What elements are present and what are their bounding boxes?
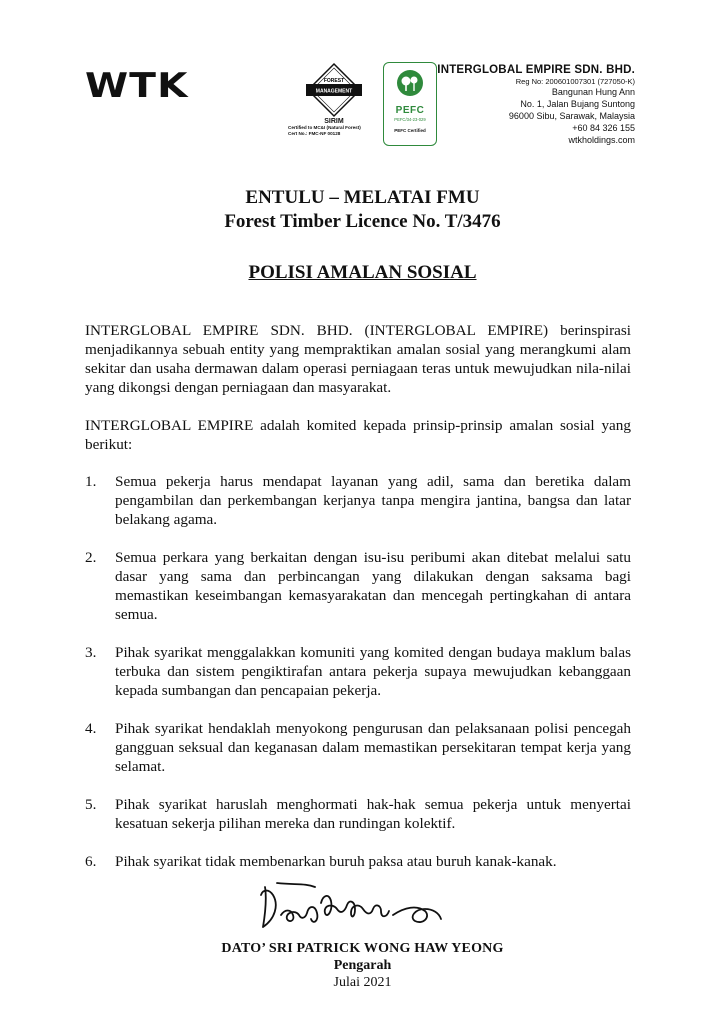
clause-item xyxy=(85,643,631,700)
clause-number: 1. xyxy=(85,473,97,490)
signoff-block xyxy=(0,940,725,991)
clause-text: Semua perkara yang berkaitan dengan isu-isu peribumi akan ditebat melalui satu dasar yang sama dan perbincangan yang dilakukan dengan saksama bagi memastikan keseimbangan kemasyarakatan dan mencegah pertingkahan di antara semua. xyxy=(115,549,631,623)
sirim-label: SIRIM xyxy=(324,118,344,125)
title-line1: ENTULU – MELATAI FMU xyxy=(245,187,480,208)
address-line: No. 1, Jalan Bujang Suntong xyxy=(520,99,635,109)
company-phone: +60 84 326 155 xyxy=(572,123,635,133)
handwritten-signature-icon xyxy=(255,875,455,940)
clause-text: Pihak syarikat hendaklah menyokong pengurusan dan pelaksanaan polisi pencegah gangguan seksual dan keganasan dalam memastikan persekitaran tempat kerja yang selamat. xyxy=(115,720,631,775)
pefc-certified-label: PEFC Certified xyxy=(394,128,426,133)
clause-number: 3. xyxy=(85,644,97,661)
company-name: INTERGLOBAL EMPIRE SDN. BHD. xyxy=(437,64,635,76)
signer-name: DATO’ SRI PATRICK WONG HAW YEONG xyxy=(221,941,504,956)
policy-body xyxy=(85,321,631,890)
pefc-code: PEFC/34-23-029 xyxy=(394,117,426,122)
forest-cert-line1: Certified to MC&I (Natural Forest) xyxy=(288,125,361,130)
company-details xyxy=(437,64,635,146)
clause-item xyxy=(85,719,631,776)
clause-item xyxy=(85,795,631,833)
forest-management-badge-icon xyxy=(288,62,380,120)
address-line: Bangunan Hung Ann xyxy=(551,87,635,97)
document-title xyxy=(0,186,725,234)
clause-number: 4. xyxy=(85,720,97,737)
pefc-name: PEFC xyxy=(395,105,425,116)
policy-title: POLISI AMALAN SOSIAL xyxy=(248,262,477,283)
clause-text: Pihak syarikat tidak membenarkan buruh paksa atau buruh kanak-kanak. xyxy=(115,853,557,870)
clause-item xyxy=(85,548,631,624)
forest-management-cert xyxy=(288,62,380,137)
clause-number: 2. xyxy=(85,549,97,566)
clause-text: Semua pekerja harus mendapat layanan yang adil, sama dan beretika dalam pengambilan dan perkembangan kerjanya tanpa mengira jantina, bangsa dan latar belakang agama. xyxy=(115,473,631,528)
pefc-cert xyxy=(383,62,437,146)
signer-role: Pengarah xyxy=(333,958,392,973)
intro-commitment: INTERGLOBAL EMPIRE adalah komited kepada prinsip-prinsip amalan sosial yang berikut: xyxy=(85,417,631,453)
forest-badge-line1: FOREST xyxy=(323,78,345,84)
address-line: 96000 Sibu, Sarawak, Malaysia xyxy=(508,111,635,121)
clause-number: 5. xyxy=(85,796,97,813)
forest-cert-line2: Cert No.: FMC-NF 00128 xyxy=(288,131,341,136)
signoff-date: Julai 2021 xyxy=(333,975,392,990)
title-line2: Forest Timber Licence No. T/3476 xyxy=(224,211,501,232)
clause-text: Pihak syarikat menggalakkan komuniti yang komited dengan budaya maklum balas terbuka dan sistem pengiktirafan antara pekerja supaya mewujudkan kebanggaan kepada sumbangan dan pencapaian pekerja. xyxy=(115,644,631,699)
clause-number: 6. xyxy=(85,853,97,870)
clause-item xyxy=(85,472,631,529)
clause-text: Pihak syarikat haruslah menghormati hak-hak semua pekerja untuk menyertai kesatuan sekerja pilihan mereka dan rundingan kolektif. xyxy=(115,796,631,832)
company-reg-no: Reg No: 200601007301 (727050-K) xyxy=(515,77,635,86)
forest-badge-line2: MANAGEMENT xyxy=(315,88,353,95)
company-website: wtkholdings.com xyxy=(568,135,635,145)
pefc-tree-icon xyxy=(395,68,425,98)
intro-paragraph: INTERGLOBAL EMPIRE SDN. BHD. (INTERGLOBAL EMPIRE) berinspirasi menjadikannya sebuah entity yang mempraktikan amalan sosial yang merangkumi alam sekitar dan usaha dermawan dalam operasi perniagaan teras untuk mewujudkan nila-nilai yang dikongsi dengan perniagaan dan masyarakat. xyxy=(85,322,631,396)
wtk-logo: WTK xyxy=(85,66,189,106)
clause-item xyxy=(85,852,631,871)
